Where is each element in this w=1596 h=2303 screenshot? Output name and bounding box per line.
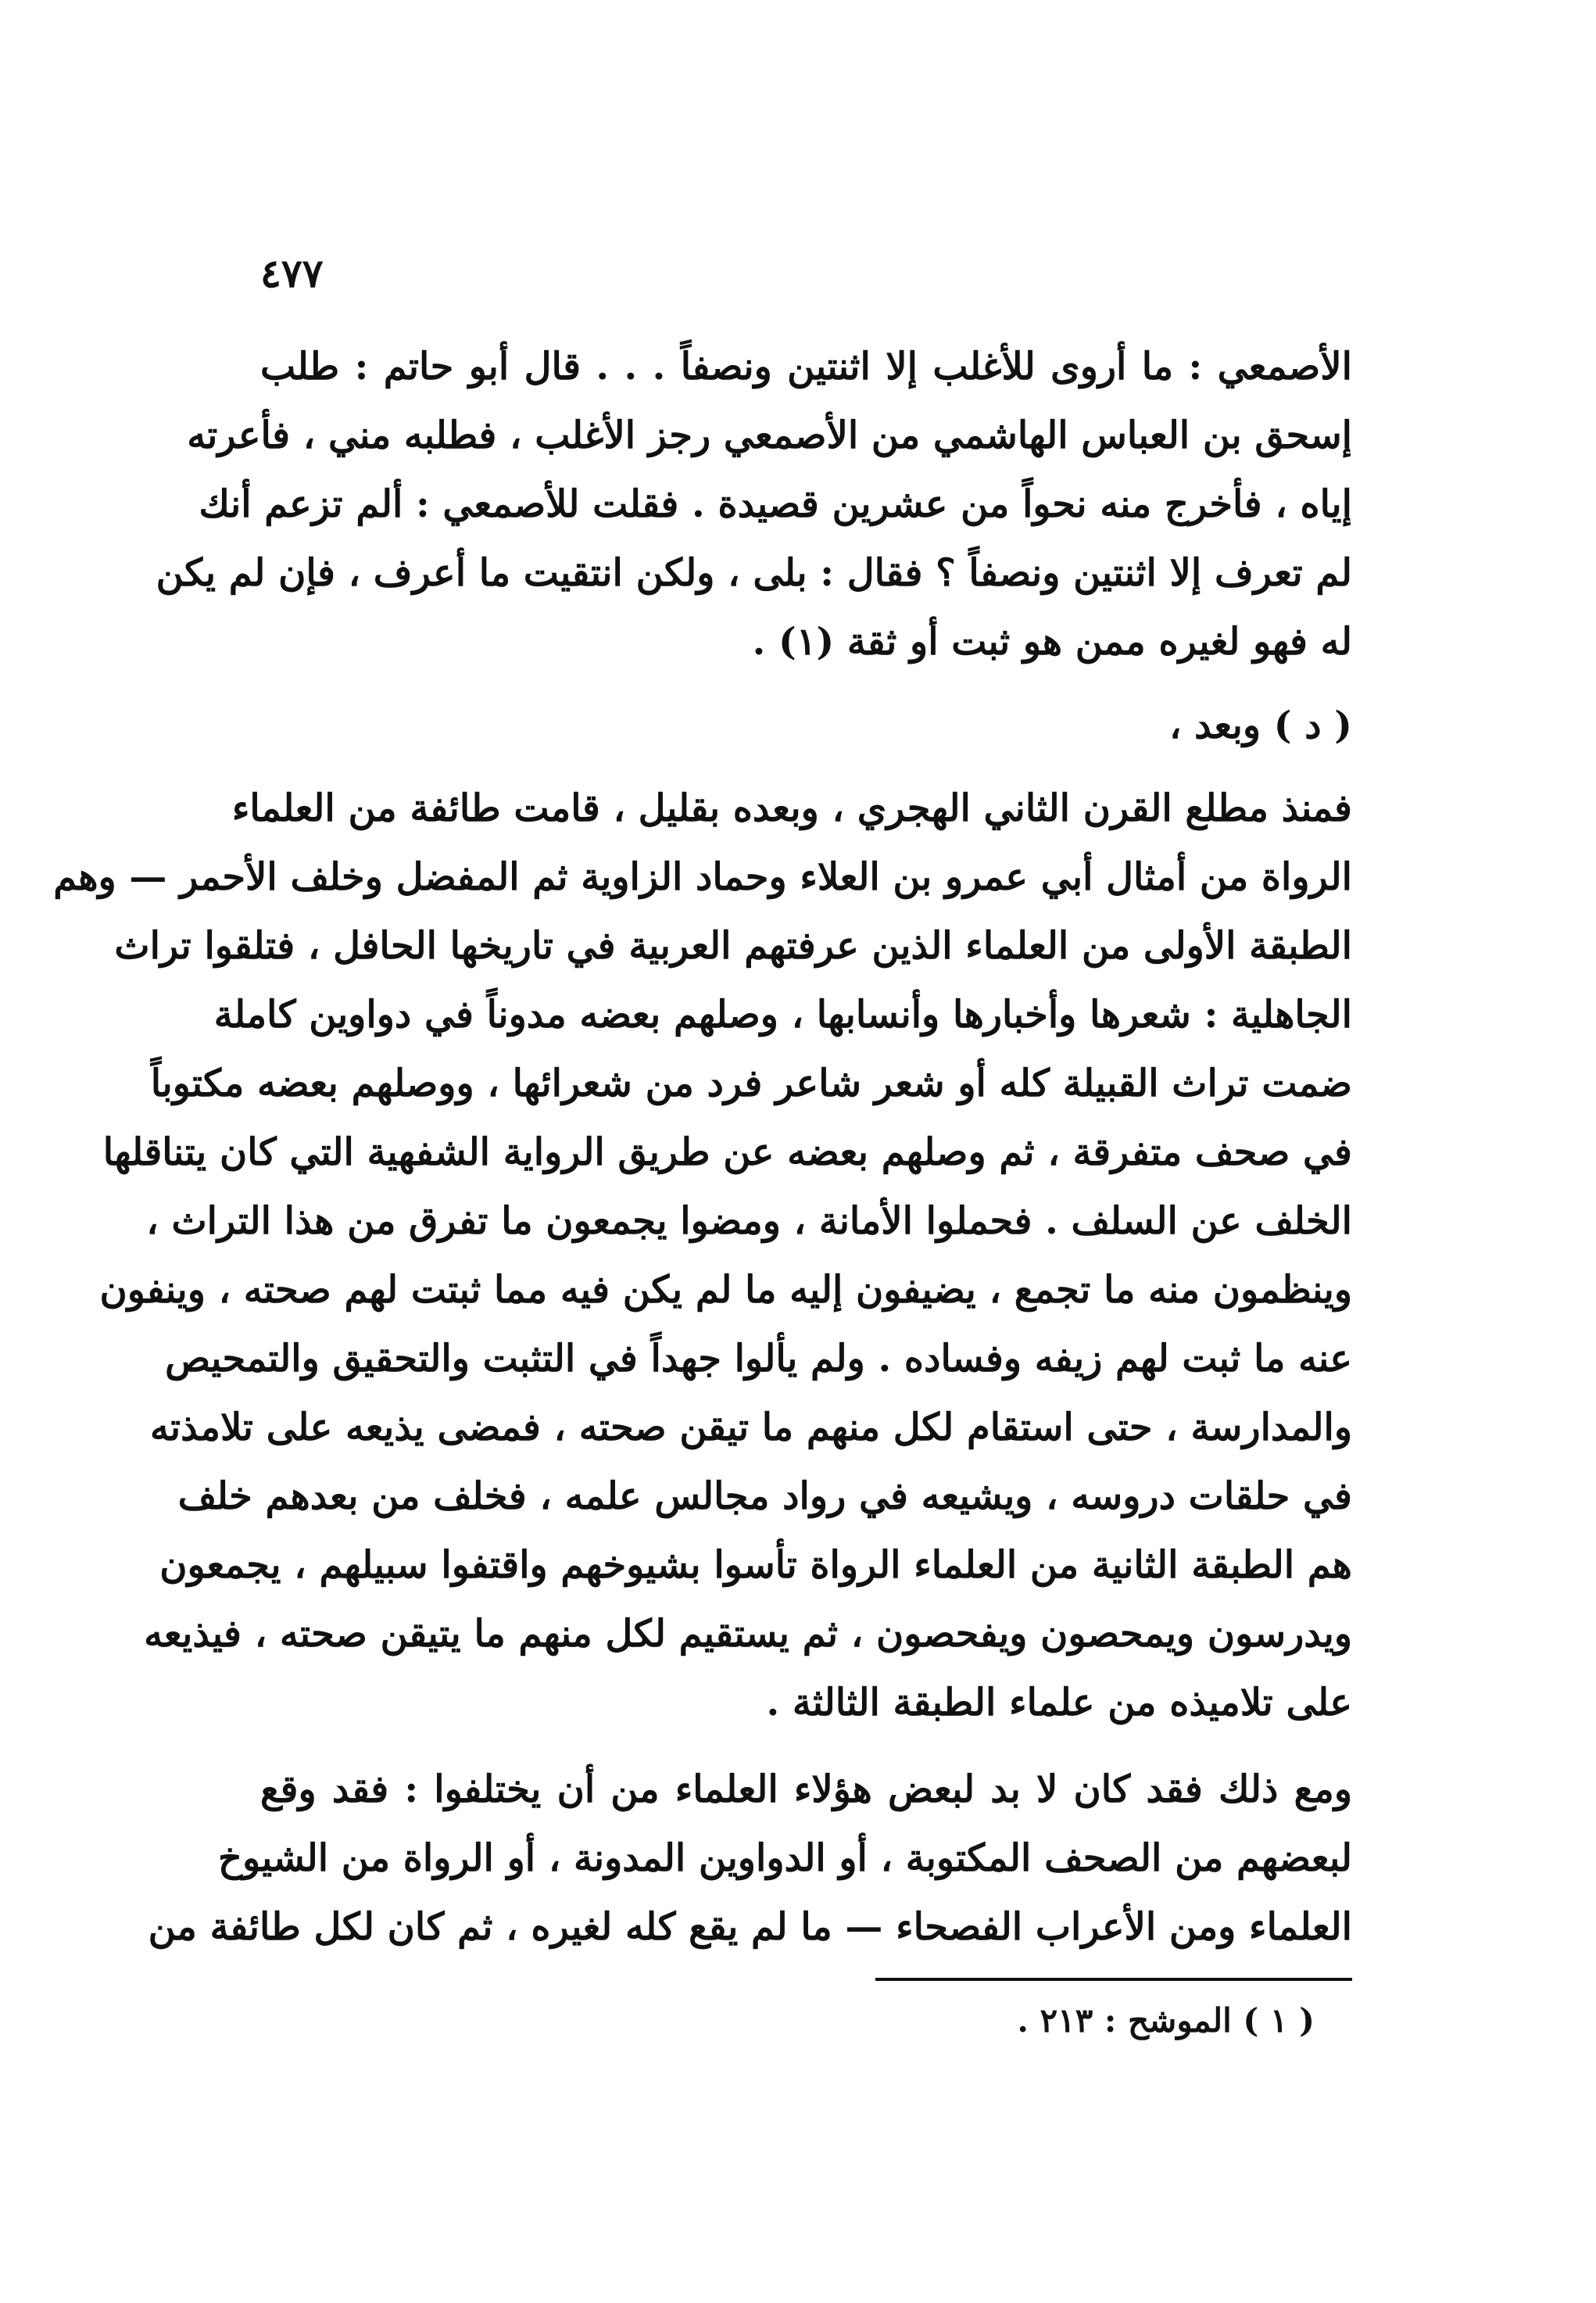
text-line: والمدارسة ، حتى استقام لكل منهم ما تيقن صحته ، فمضى يذيعه على تلامذته: [150, 1406, 1352, 1449]
text-line: في حلقات دروسه ، ويشيعه في رواد مجالس علمه ، فخلف من بعدهم خلف: [177, 1474, 1352, 1518]
text-line: الطبقة الأولى من العلماء الذين عرفتهم العربية في تاريخها الحافل ، فتلقوا تراث: [114, 924, 1352, 968]
text-line: إياه ، فأخرج منه نحواً من عشرين قصيدة . فقلت للأصمعي : ألم تزعم أنك: [199, 482, 1352, 526]
text-line: في صحف متفرقة ، ثم وصلهم بعضه عن طريق الرواية الشفهية التي كان يتناقلها: [102, 1130, 1352, 1174]
text-line: له فهو لغيره ممن هو ثبت أو ثقة (١) .: [752, 620, 1352, 664]
footnote-divider: [875, 1978, 1352, 1981]
text-line: إسحق بن العباس الهاشمي من الأصمعي رجز الأغلب ، فطلبه مني ، فأعرته: [187, 414, 1352, 457]
footnote: ( ١ ) الموشح : ٢١٣ .: [1017, 2001, 1315, 2040]
text-line: الأصمعي : ما أروى للأغلب إلا اثنتين ونصفاً . . . قال أبو حاتم : طلب: [260, 345, 1352, 389]
text-line: فمنذ مطلع القرن الثاني الهجري ، وبعده بقليل ، قامت طائفة من العلماء: [231, 786, 1352, 830]
text-line: ويدرسون ويمحصون ويفحصون ، ثم يستقيم لكل منهم ما يتيقن صحته ، فيذيعه: [144, 1612, 1352, 1656]
paragraph-1: [156, 332, 1352, 676]
page-number: ٤٧٧: [260, 250, 324, 296]
text-line: الرواة من أمثال أبي عمرو بن العلاء وحماد الزاوية ثم المفضل وخلف الأحمر — وهم: [53, 855, 1352, 899]
text-line: العلماء ومن الأعراب الفصحاء — ما لم يقع كله لغيره ، ثم كان لكل طائفة من: [148, 1905, 1352, 1949]
text-line: ومع ذلك فقد كان لا بد لبعض هؤلاء العلماء من أن يختلفوا : فقد وقع: [260, 1768, 1353, 1811]
text-line: عنه ما ثبت لهم زيفه وفساده . ولم يألوا جهداً في التثبت والتحقيق والتمحيص: [165, 1337, 1352, 1381]
text-line: هم الطبقة الثانية من العلماء الرواة تأسوا بشيوخهم واقتفوا سبيلهم ، يجمعون: [159, 1543, 1352, 1587]
paragraph-2: [53, 774, 1352, 1737]
text-line: على تلاميذه من علماء الطبقة الثالثة .: [766, 1681, 1352, 1725]
text-line: الخلف عن السلف . فحملوا الأمانة ، ومضوا يجمعون ما تفرق من هذا التراث ،: [146, 1199, 1352, 1243]
text-line: لبعضهم من الصحف المكتوبة ، أو الدواوين المدونة ، أو الرواة من الشيوخ: [218, 1836, 1352, 1880]
text-line: الجاهلية : شعرها وأخبارها وأنسابها ، وصلهم بعضه مدوناً في دواوين كاملة: [213, 993, 1352, 1037]
paragraph-3: [148, 1755, 1353, 1961]
text-line: لم تعرف إلا اثنتين ونصفاً ؟ فقال : بلى ، ولكن انتقيت ما أعرف ، فإن لم يكن: [156, 551, 1352, 595]
text-line: وينظمون منه ما تجمع ، يضيفون إليه ما لم يكن فيه مما ثبتت لهم صحته ، وينفون: [99, 1268, 1352, 1312]
text-line: ضمت تراث القبيلة كله أو شعر شاعر فرد من شعرائها ، ووصلهم بعضه مكتوباً: [150, 1062, 1352, 1105]
section-heading: ( د ) وبعد ،: [1168, 704, 1352, 747]
